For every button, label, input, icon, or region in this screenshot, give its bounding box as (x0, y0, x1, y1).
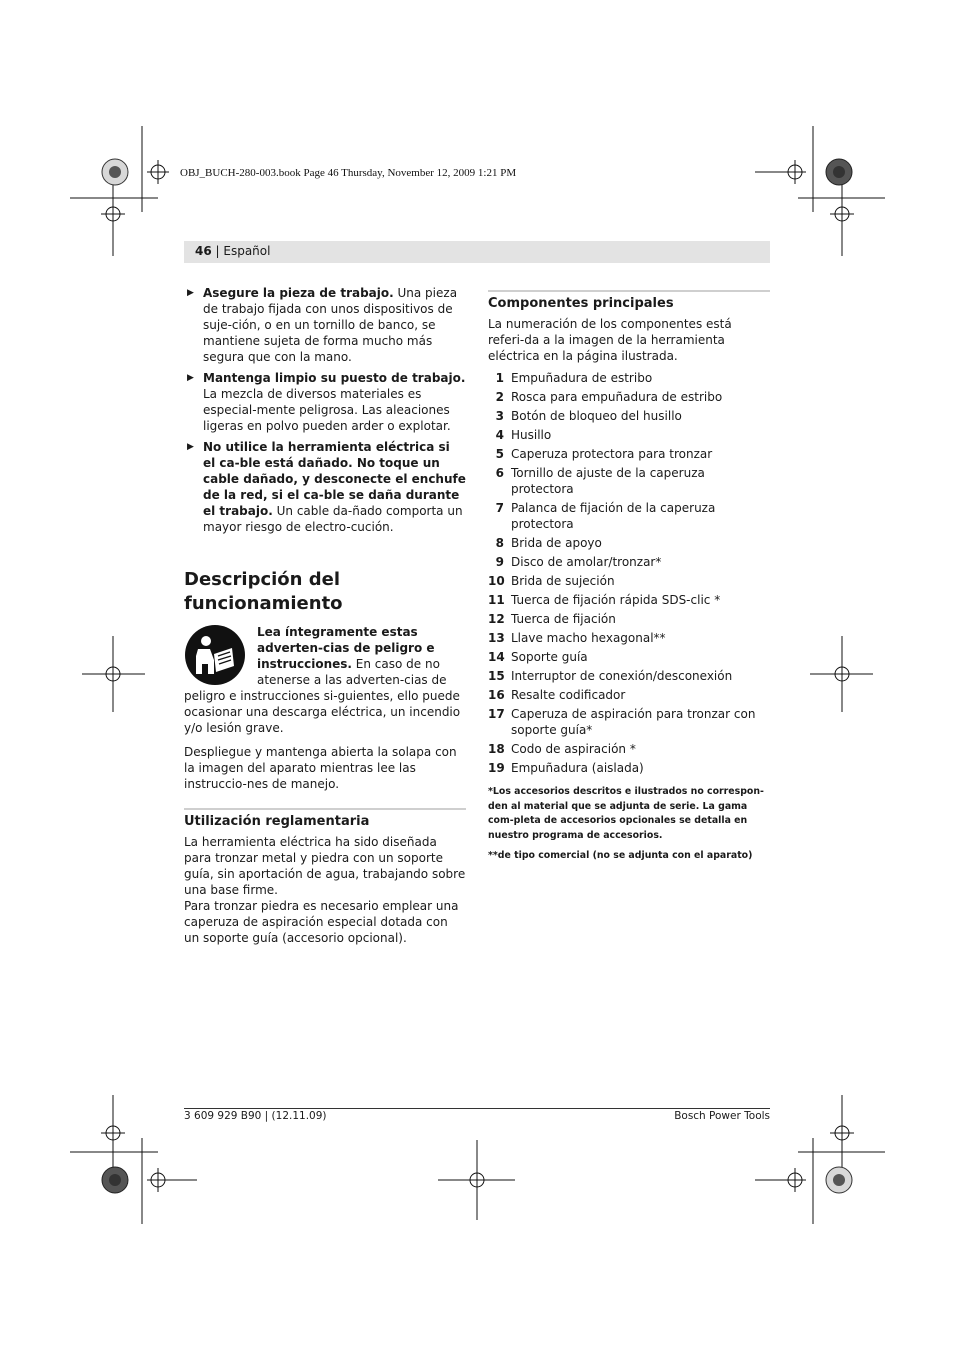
triangle-bullet-icon: ▶ (187, 442, 194, 452)
component-item (488, 446, 770, 462)
footer-doc-number: 3 609 929 B90 | (12.11.09) (184, 1110, 327, 1122)
component-label: Tuerca de fijación (511, 612, 616, 626)
intended-use-text: Para tronzar piedra es necesario emplear una caperuza de aspiración especial dotada con un soporte guía (accesorio opcional). (184, 899, 459, 945)
component-item (488, 465, 770, 497)
component-number: 8 (495, 536, 504, 550)
language-label: Español (223, 244, 271, 258)
components-intro: La numeración de los componentes está referi-da a la imagen de la herramienta eléctrica en la página ilustrada. (488, 317, 732, 363)
component-number: 16 (488, 688, 505, 702)
right-column (488, 285, 770, 867)
component-item (488, 706, 770, 738)
component-item (488, 760, 770, 776)
component-number: 2 (495, 390, 504, 404)
component-number: 18 (488, 742, 505, 756)
component-number: 12 (488, 612, 505, 626)
component-number: 15 (488, 669, 505, 683)
safety-bullet: ▶ No utilice la herramienta eléctrica si el ca-ble está dañado. No toque un cable dañado, y desconecte el enchufe de la red, si el ca-ble se daña durante el trabajo. Un cable da-ñado comporta un mayor riesgo de electro-cución. (187, 440, 466, 534)
component-label: Empuñadura (aislada) (511, 761, 644, 775)
footer-brand: Bosch Power Tools (674, 1110, 770, 1122)
safety-bullet: ▶ Asegure la pieza de trabajo. Una pieza de trabajo fijada con unos dispositivos de suje-ción, o en un tornillo de banco, se mantiene sujeta de forma mucho más segura que con la mano. (187, 286, 458, 364)
component-label: Caperuza de aspiración para tronzar con soporte guía* (511, 707, 756, 737)
footer-divider (184, 1108, 770, 1109)
component-number: 19 (488, 761, 505, 775)
left-column (184, 285, 466, 954)
component-number: 5 (495, 447, 504, 461)
component-label: Caperuza protectora para tronzar (511, 447, 713, 461)
accessories-note: *Los accesorios descritos e ilustrados no correspon-den al material que se adjunta de serie. La gama com-pleta de accesorios opcionales se detalla en nuestro programa de accesorios. (488, 786, 764, 841)
component-number: 9 (495, 555, 504, 569)
component-number: 14 (488, 650, 505, 664)
component-item (488, 408, 770, 424)
component-label: Tornillo de ajuste de la caperuza protectora (511, 466, 705, 496)
component-label: Rosca para empuñadura de estribo (511, 390, 723, 404)
component-number: 10 (488, 574, 505, 588)
component-number: 3 (495, 409, 504, 423)
component-label: Resalte codificador (511, 688, 626, 702)
component-item (488, 592, 770, 608)
component-label: Empuñadura de estribo (511, 371, 653, 385)
component-label: Disco de amolar/tronzar* (511, 555, 662, 569)
component-label: Palanca de fijación de la caperuza protectora (511, 501, 716, 531)
component-item (488, 687, 770, 703)
intended-use-text: La herramienta eléctrica ha sido diseñada para tronzar metal y piedra con un soporte guía, sin aportación de agua, trabajando sobre una base firme. (184, 835, 466, 897)
component-item (488, 535, 770, 551)
component-item (488, 611, 770, 627)
commercial-note: **de tipo comercial (no se adjunta con el aparato) (488, 850, 753, 861)
component-number: 13 (488, 631, 505, 645)
triangle-bullet-icon: ▶ (187, 288, 194, 298)
component-number: 7 (495, 501, 504, 515)
unfold-instruction: Despliegue y mantenga abierta la solapa con la imagen del aparato mientras lee las instruccio-nes de manejo. (184, 745, 457, 791)
component-item (488, 668, 770, 684)
component-label: Husillo (511, 428, 552, 442)
component-label: Interruptor de conexión/desconexión (511, 669, 733, 683)
component-label: Brida de apoyo (511, 536, 602, 550)
component-label: Brida de sujeción (511, 574, 615, 588)
component-label: Tuerca de fijación rápida SDS-clic * (511, 593, 721, 607)
components-title: Componentes principales (488, 296, 674, 311)
page-header: 46 | Español (184, 241, 770, 263)
component-list (488, 370, 770, 776)
component-item (488, 554, 770, 570)
component-number: 17 (488, 707, 505, 721)
component-number: 11 (488, 593, 505, 607)
safety-bullet: ▶ Mantenga limpio su puesto de trabajo. La mezcla de diversos materiales es especial-mente peligrosa. Las aleaciones ligeras en polvo pueden arder o explotar. (187, 371, 466, 433)
triangle-bullet-icon: ▶ (187, 373, 194, 383)
component-item (488, 500, 770, 532)
read-manual-icon (184, 624, 246, 686)
component-number: 4 (495, 428, 504, 442)
component-item (488, 389, 770, 405)
warning-block: Lea íntegramente estas adverten-cias de peligro e instrucciones. En caso de no atenerse a las adverten-cias de peligro e instrucciones si-guientes, ello puede ocasionar una descarga eléctrica, un incendio y/o lesión grave. (184, 625, 461, 735)
component-label: Codo de aspiración * (511, 742, 636, 756)
component-item (488, 370, 770, 386)
component-label: Botón de bloqueo del husillo (511, 409, 682, 423)
component-number: 1 (495, 371, 504, 385)
component-number: 6 (495, 466, 504, 480)
page-number: 46 (195, 244, 212, 258)
component-label: Llave macho hexagonal** (511, 631, 666, 645)
component-item (488, 741, 770, 757)
component-label: Soporte guía (511, 650, 588, 664)
component-item (488, 630, 770, 646)
component-item (488, 573, 770, 589)
section-title: Descripción del funcionamiento (184, 569, 343, 614)
print-header: OBJ_BUCH-280-003.book Page 46 Thursday, November 12, 2009 1:21 PM (180, 167, 517, 179)
component-item (488, 427, 770, 443)
component-item (488, 649, 770, 665)
intended-use-title: Utilización reglamentaria (184, 814, 370, 829)
